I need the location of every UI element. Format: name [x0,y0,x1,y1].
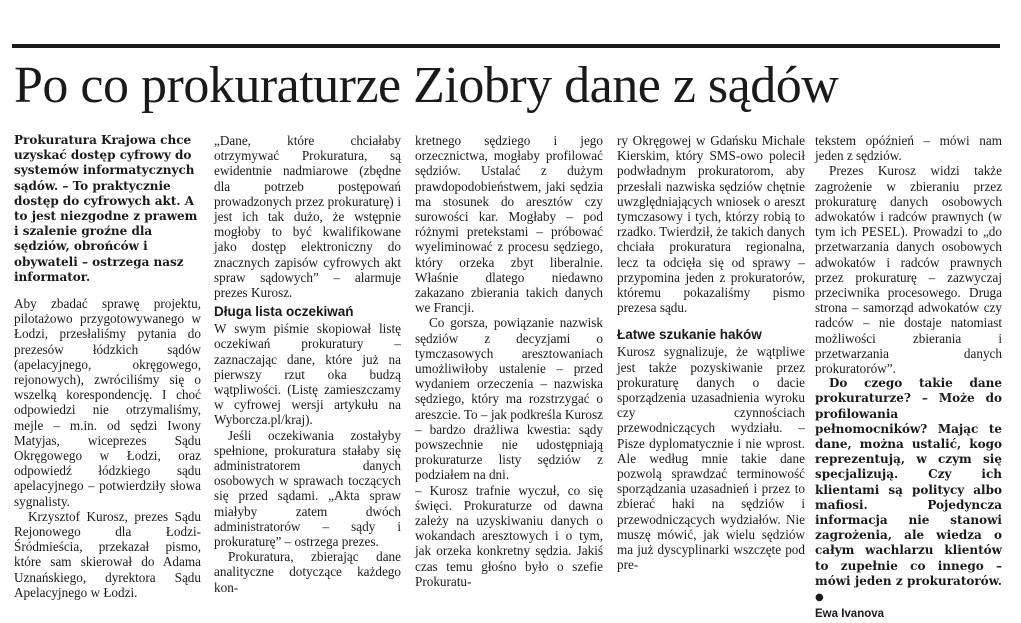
article-headline: Po co prokuraturze Ziobry dane z sądów [14,57,839,114]
paragraph: ry Okręgowej w Gdańsku Michale Kierskim, który SMS-owo polecił podwładnym prokuratorom, aby przesłali nazwiska sędziów chętnie uwzględniających wniosek o areszt tymczasowy i tych, którzy robią to rzadko. Twierdził, że takich danych chciała prokuratura regionalna, lecz ta odcięła się od sprawy – przypomina jeden z prokuratorów, któremu pokazaliśmy pismo prezesa sądu. [617,133,805,316]
author-byline: Ewa Ivanova [815,608,885,621]
paragraph: Kurosz sygnalizuje, że wątpliwe jest także pozyskiwanie przez prokuraturę danych o dacie sporządzenia uzasadnienia wyroku czy czynnościach przewodniczących wydziału. – Pisze dyplomatycznie i nie wprost. Ale według mnie takie dane pozwolą sprawdzać terminowość sporządzania uzasadnień i przez to zbierać haki na sędziów i przewodniczących wydziałów. Nie muszę mówić, jak wielu sędziów ma już dyscyplinarki wszczęte pod pre- [617,344,805,573]
paragraph: – Kurosz trafnie wyczuł, co się święci. Prokuraturze od dawna zależy na uzyskiwaniu danych o wokandach aresztowych i o tym, jak orzeka konkretny sędzia. Jakiś czas temu głośno było o szefie Prokuratu- [415,482,603,589]
paragraph: tekstem opóźnień – mówi nam jeden z sędziów. [815,133,1002,164]
paragraph-text: Do czego takie dane prokuraturze? – Może do profilowania pełnomocników? Mając te dane, można ustalić, kogo reprezentują, w czym się specjalizują. Czy ich klientami są politycy albo mafiosi. Pojedyncza informacja nie stanowi zagrożenia, ale wiedza o całym wachlarzu klientów to zupełnie co innego – mówi jeden z prokuratorów. [815,376,1002,588]
article-column-2 [214,133,401,595]
paragraph: Krzysztof Kurosz, prezes Sądu Rejonowego dla Łodzi-Śródmieścia, przekazał pismo, które sam skierował do Adama Uznańskiego, dyrektora Sądu Apelacyjnego w Łodzi. [14,508,201,600]
paragraph: Prezes Kurosz widzi także zagrożenie w zbieraniu przez prokuraturę danych osobowych adwokatów i radców prawnych (w tym ich PESEL). Prowadzi to „do przetwarzania danych osobowych adwokatów i radców prawnych przez prokuraturę – zazwyczaj przeciwnika procesowego. Druga strona – samorząd adwokatów czy radców – nie dostaje natomiast możliwości zbierania i przetwarzania danych prokuratorów”. [815,163,1002,377]
article-lead: Prokuratura Krajowa chce uzyskać dostęp cyfrowy do systemów informatycznych sądów. – To praktycznie dostęp do cyfrowych akt. A to jest niezgodne z prawem i szalenie groźne dla sędziów, obrońców i obywateli – ostrzega nasz informator. [14,133,198,284]
paragraph: „Dane, które chciałaby otrzymywać Prokuratura, są ewidentnie nadmiarowe (zbędne dla potrzeb postępowań prowadzonych przez prokuraturę) i jest ich tak dużo, że wstępnie mogłoby to być kwalifikowane jako dostęp elektroniczny do znacznych zapisów cyfrowych akt spraw sądowych” – alarmuje prezes Kurosz. [214,133,401,301]
paragraph: Aby zbadać sprawę projektu, pilotażowo przygotowywanego w Łodzi, przesłaliśmy pytania do prezesów łódzkich sądów (apelacyjnego, okręgowego, rejonowych), zwróciliśmy się o wszelką korespondencję. I choć odpowiedzi nie otrzymaliśmy, mejle – m.in. od sędzi Iwony Matyjas, wiceprezes Sądu Okręgowego w Łodzi, oraz odpowiedź łódzkiego sądu apelacyjnego – potwierdziły słowa sygnalisty. [14,296,201,509]
article-column-5 [815,133,1002,621]
subheading: Łatwe szukanie haków [617,327,762,343]
paragraph: Co gorsza, powiązanie nazwisk sędziów z decyzjami o tymczasowych aresztowaniach umożliwiłoby ustalenie – przed wydaniem orzeczenia – nazwiska sędziego, który ma rozstrzygać o areszcie. To – jak podkreśla Kurosz – bardzo drażliwa kwestia: sądy powszechnie nie udostępniają prokuraturze listy sędziów z podziałem na dni. [415,315,603,483]
paragraph: Prokuratura, zbierając dane analityczne dotyczące każdego kon- [214,549,401,595]
end-mark-icon: ● [815,592,824,604]
paragraph [815,376,1002,605]
paragraph: Jeśli oczekiwania zostałyby spełnione, prokuratura stałaby się administratorem danych osobowych w sprawach toczących się przed sądami. „Akta spraw miałyby zatem dwóch administratorów – sądy i prokuraturę” – ostrzega prezes. [214,427,401,550]
article-column-3 [415,133,603,589]
paragraph: kretnego sędziego i jego orzecznictwa, mogłaby profilować sędziów. Ustalać z dużym prawdopodobieństwem, jaki sędzia ma stosunek do aresztów czy surowości kar. Mogłaby – pod różnymi pretekstami – próbować wyeliminować z procesu sędziego, który orzeka zbyt liberalnie. Właśnie dlatego niedawno zakazano zbierania takich danych we Francji. [415,133,603,316]
top-rule [12,44,1000,48]
article-column-1 [14,133,201,600]
paragraph: W swym piśmie skopiował listę oczekiwań prokuratury – zaznaczając dane, które już na pierwszy rzut oka budzą wątpliwości. (Listę zamieszczamy w cyfrowej wersji artykułu na Wyborcza.pl/kraj). [214,321,401,428]
subheading: Długa lista oczekiwań [214,304,354,320]
article-column-4 [617,133,805,573]
